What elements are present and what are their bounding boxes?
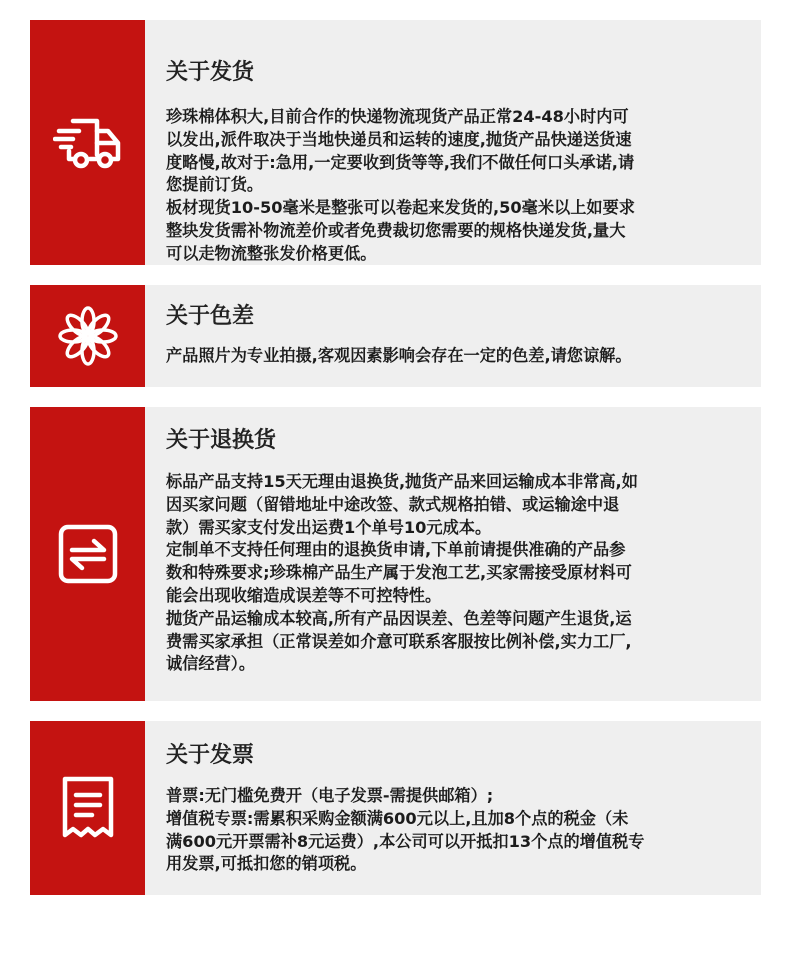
shipping-line: 珍珠棉体积大,目前合作的快递物流现货产品正常24-48小时内可: [166, 107, 629, 126]
invoice-section: [30, 721, 761, 895]
color-difference-section: [30, 285, 761, 387]
color-title: 关于色差: [166, 304, 255, 329]
invoice-line: 增值税专票:需累积采购金额满600元以上,且加8个点的税金（未: [166, 808, 629, 828]
color-flower-icon: [57, 305, 119, 367]
return-line: 数和特殊要求;珍珠棉产品生产属于发泡工艺,买家需接受原材料可: [166, 563, 632, 583]
shipping-line: 以发出,派件取决于当地快递员和运转的速度,抛货产品快递送货速: [166, 129, 632, 149]
return-section: [30, 407, 761, 701]
color-icon-panel: [30, 285, 145, 387]
return-line: 标品产品支持15天无理由退换货,抛货产品来回运输成本非常高,如: [166, 472, 638, 491]
return-title: 关于退换货: [166, 428, 277, 453]
return-line: 定制单不支持任何理由的退换货申请,下单前请提供准确的产品参: [166, 540, 626, 560]
invoice-line: 用发票,可抵扣您的销项税。: [166, 854, 367, 874]
shipping-line: 板材现货10-50毫米是整张可以卷起来发货的,50毫米以上如要求: [166, 198, 635, 218]
shipping-line: 可以走物流整张发价格更低。: [166, 243, 377, 263]
delivery-truck-icon: [53, 113, 123, 173]
color-content: [145, 285, 761, 387]
shipping-section: [30, 20, 761, 265]
return-line: 因买家问题（留错地址中途改签、款式规格拍错、或运输途中退: [166, 494, 620, 514]
return-line: 诚信经营）。: [166, 654, 256, 674]
return-icon-panel: [30, 407, 145, 701]
invoice-line: 普票:无门槛免费开（电子发票-需提供邮箱）;: [166, 786, 494, 805]
shipping-line: 度略慢,故对于:急用,一定要收到货等等,我们不做任何口头承诺,请: [166, 152, 635, 172]
return-line: 款）需买家支付发出运费1个单号10元成本。: [166, 517, 492, 537]
shipping-content: [145, 20, 761, 265]
invoice-icon-panel: [30, 721, 145, 895]
invoice-title: 关于发票: [166, 743, 255, 768]
color-line: 产品照片为专业拍摄,客观因素影响会存在一定的色差,请您谅解。: [166, 346, 632, 365]
exchange-icon: [58, 524, 118, 584]
shipping-line: 整块发货需补物流差价或者免费裁切您需要的规格快递发货,量大: [166, 220, 626, 240]
shipping-icon-panel: [30, 20, 145, 265]
return-content: [145, 407, 761, 701]
return-line: 抛货产品运输成本较高,所有产品因误差、色差等问题产生退货,运: [166, 608, 632, 628]
return-line: 能会出现收缩造成误差等不可控特性。: [166, 585, 442, 605]
return-line: 费需买家承担（正常误差如介意可联系客服按比例补偿,实力工厂,: [166, 631, 632, 651]
invoice-line: 满600元开票需补8元运费）,本公司可以开抵扣13个点的增值税专: [166, 831, 645, 851]
receipt-icon: [61, 775, 115, 841]
shipping-title: 关于发货: [166, 60, 255, 85]
shipping-line: 您提前订货。: [166, 175, 264, 195]
invoice-content: [145, 721, 761, 895]
